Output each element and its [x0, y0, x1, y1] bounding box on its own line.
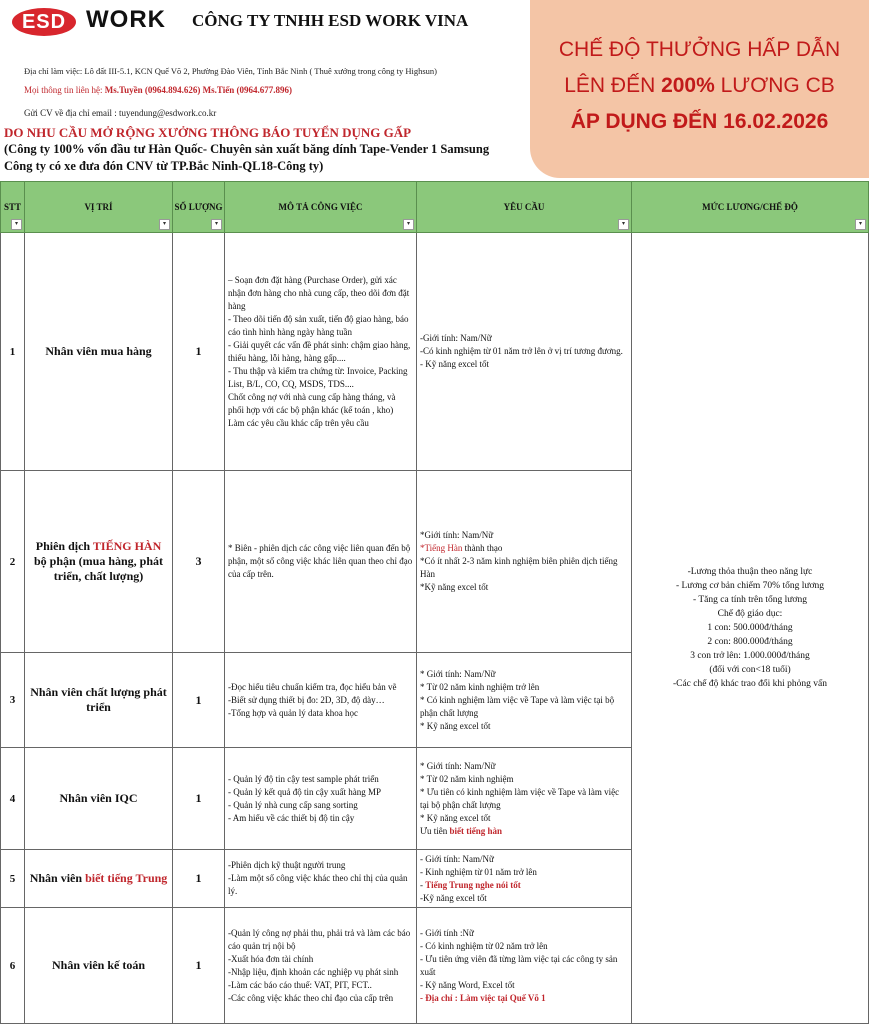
requirement-highlight: biết tiếng hàn: [449, 825, 502, 836]
filter-dropdown-icon[interactable]: ▾: [618, 219, 629, 230]
salary-text: -Lương thỏa thuận theo năng lực - Lương cơ bản chiếm 70% tổng lương - Tăng ca tính trên tổng lương Chế độ giáo dục: 1 con: 500.000đ/tháng 2 con: 800.000đ/tháng 3 con trở lên: 1.000.000đ/tháng (đối với con<18 tuổi) -Các chế độ khác trao đổi khi phỏng vấn: [672, 567, 828, 689]
table-header: [1, 182, 869, 233]
row-stt: 1: [1, 233, 25, 471]
col-label: SỐ LƯỢNG: [174, 202, 223, 212]
requirement-highlight: Tiếng Trung nghe nói tốt: [425, 879, 521, 890]
col-label: VỊ TRÍ: [84, 202, 113, 212]
filter-dropdown-icon[interactable]: ▾: [159, 219, 170, 230]
subtitle-2: Công ty có xe đưa đón CNV từ TP.Bắc Ninh-QL18-Công ty): [4, 159, 324, 173]
filter-dropdown-icon[interactable]: ▾: [855, 219, 866, 230]
requirements-text: * Giới tính: Nam/Nữ * Từ 02 năm kinh nghiệm trở lên * Có kinh nghiệm làm việc về Tape và làm việc tại bộ phận chất lượng * Kỹ năng excel tốt: [420, 668, 615, 731]
contact-prefix: Mọi thông tin liên hệ:: [24, 85, 105, 95]
row-position: Nhân viên mua hàng: [25, 233, 173, 471]
row-position: [25, 471, 173, 653]
row-stt: 2: [1, 471, 25, 653]
col-label: YÊU CẦU: [503, 202, 545, 212]
requirement-highlight: - Địa chỉ : Làm việc tại Quế Võ 1: [420, 992, 546, 1003]
description-text: - Quản lý độ tin cậy test sample phát triển - Quản lý kết quả độ tin cậy xuất hàng MP - Quản lý nhà cung cấp sang sorting - Am hiểu về các thiết bị độ tin cậy: [228, 773, 381, 823]
position-text: bộ phận (mua hàng, phát triển, chất lượng): [33, 554, 164, 583]
col-label: STT: [3, 202, 21, 212]
position-highlight: TIẾNG HÀN: [92, 539, 162, 553]
contact-names: Ms.Tuyền (0964.894.626) Ms.Tiến (0964.677.896): [104, 85, 293, 95]
row-position: Nhân viên IQC: [25, 748, 173, 850]
col-description[interactable]: [225, 182, 417, 233]
subtitle-1: (Công ty 100% vốn đầu tư Hàn Quốc- Chuyên sản xuất băng dính Tape-Vender 1 Samsung: [4, 142, 490, 156]
position-text: Phiên dịch: [35, 539, 93, 553]
row-stt: 4: [1, 748, 25, 850]
requirement-line: *Có ít nhất 2-3 năm kinh nghiệm biên phiên dịch tiếng Hàn *Kỹ năng excel tốt: [420, 556, 618, 592]
row-quantity: 3: [173, 471, 225, 653]
description-text: – Soạn đơn đặt hàng (Purchase Order), gửi xác nhận đơn hàng cho nhà cung cấp, theo dõi đơn đặt hàng - Theo dõi tiến độ sản xuất, tiến độ giao hàng, báo cáo tình hình hàng ngày hàng tuần - Giải quyết các vấn đề phát sinh: chậm giao hàng, thiếu hàng, lỗi hàng, hàng gấp.... - Thu thập và kiểm tra chứng từ: Invoice, Packing List, B/L, CO, CQ, MSDS, TDS.... Chốt công nợ với nhà cung cấp hàng tháng, và phối hợp với các bộ phận khác (kế toán , kho) Làm các yêu cầu khác cấp trên yêu cầu: [228, 274, 411, 428]
row-requirements: [417, 471, 632, 653]
promo-line-2c: LƯƠNG CB: [714, 74, 835, 97]
filter-dropdown-icon[interactable]: ▾: [11, 219, 22, 230]
col-stt[interactable]: [1, 182, 25, 233]
row-description: [225, 908, 417, 1024]
row-quantity: 1: [173, 908, 225, 1024]
promo-line-2b: 200%: [661, 74, 715, 97]
promo-banner: [530, 0, 869, 178]
promo-line-2a: LÊN ĐẾN: [564, 74, 662, 97]
requirement-line: thành thạo: [462, 543, 503, 553]
description-text: -Đọc hiểu tiêu chuẩn kiểm tra, đọc hiểu bản vẽ -Biết sử dụng thiết bị đo: 2D, 3D, độ dày… -Tổng hợp và quản lý data khoa học: [228, 681, 397, 718]
logo: ESD: [12, 8, 76, 36]
filter-dropdown-icon[interactable]: ▾: [211, 219, 222, 230]
address: Địa chỉ làm việc: Lô đất III-5.1, KCN Quế Võ 2, Phường Đào Viên, Tỉnh Bắc Ninh ( Thuê xưởng trong công ty Highsun): [24, 66, 437, 76]
promo-line-1: CHẾ ĐỘ THƯỞNG HẤP DẪN: [558, 38, 841, 61]
requirements-text: -Giới tính: Nam/Nữ -Có kinh nghiệm từ 01 năm trở lên ở vị trí tương đương. - Kỹ năng excel tốt: [420, 333, 623, 369]
job-table: [0, 181, 869, 1024]
row-requirements: [417, 908, 632, 1024]
row-description: * Biên - phiên dịch các công việc liên quan đến bộ phận, một số công việc khác liên quan theo chỉ đạo của cấp trên.: [225, 471, 417, 653]
row-requirements: [417, 850, 632, 908]
col-position[interactable]: [25, 182, 173, 233]
email: Gửi CV về địa chỉ email : tuyendung@esdwork.co.kr: [24, 108, 217, 118]
row-position: Nhân viên chất lượng phát triển: [25, 653, 173, 748]
table-row: [1, 233, 869, 471]
requirement-line: -: [420, 879, 426, 890]
requirement-line: Ưu tiên: [420, 825, 450, 836]
salary-cell: [632, 233, 869, 1024]
row-requirements: [417, 748, 632, 850]
row-stt: 6: [1, 908, 25, 1024]
requirement-line: *Giới tính: Nam/Nữ: [420, 530, 494, 540]
filter-dropdown-icon[interactable]: ▾: [403, 219, 414, 230]
company-name: CÔNG TY TNHH ESD WORK VINA: [192, 11, 469, 30]
row-description: [225, 850, 417, 908]
requirement-line: - Giới tính: Nam/Nữ - Kinh nghiệm từ 01 năm trở lên: [420, 853, 537, 877]
position-highlight: biết tiếng Trung: [85, 871, 168, 885]
contact: [24, 85, 292, 95]
row-description: [225, 748, 417, 850]
promo-line-3: ÁP DỤNG ĐẾN 16.02.2026: [570, 110, 829, 133]
col-quantity[interactable]: [173, 182, 225, 233]
row-quantity: 1: [173, 653, 225, 748]
requirements-text: - Giới tính :Nữ - Có kinh nghiệm từ 02 năm trở lên - Ưu tiên ứng viên đã từng làm việc tại các công ty sản xuất - Kỹ năng Word, Excel tốt: [420, 927, 618, 990]
description-text: -Phiên dịch kỹ thuật người trung -Làm một số công việc khác theo chỉ thị của quản lý.: [228, 860, 408, 896]
row-description: [225, 653, 417, 748]
row-position: Nhân viên kế toán: [25, 908, 173, 1024]
brand-name: WORK: [86, 6, 166, 33]
row-description: [225, 233, 417, 471]
row-requirements: [417, 653, 632, 748]
requirement-highlight: *Tiếng Hàn: [420, 543, 463, 553]
col-requirements[interactable]: [417, 182, 632, 233]
col-salary[interactable]: [632, 182, 869, 233]
position-text: Nhân viên: [29, 871, 86, 885]
col-label: MỨC LƯƠNG/CHẾ ĐỘ: [702, 202, 798, 212]
row-quantity: 1: [173, 850, 225, 908]
row-requirements: [417, 233, 632, 471]
requirements-text: * Giới tính: Nam/Nữ * Từ 02 năm kinh nghiệm * Ưu tiên có kinh nghiệm làm việc về Tape và làm việc tại bộ phận chất lượng * Kỹ năng excel tốt: [420, 760, 620, 823]
headline: DO NHU CẦU MỞ RỘNG XƯỞNG THÔNG BÁO TUYỂN DỤNG GẤP: [4, 125, 412, 140]
promo-line-2: [530, 74, 869, 98]
col-label: MÔ TẢ CÔNG VIỆC: [278, 202, 363, 212]
row-position: [25, 850, 173, 908]
row-quantity: 1: [173, 748, 225, 850]
row-stt: 3: [1, 653, 25, 748]
description-text: -Quản lý công nợ phải thu, phải trả và làm các báo cáo quản trị nội bộ -Xuất hóa đơn tài chính -Nhập liệu, định khoản các nghiệp vụ phát sinh -Làm các báo cáo thuế: VAT, PIT, FCT.. -Các công việc khác theo chỉ đạo của cấp trên: [228, 927, 411, 1003]
row-stt: 5: [1, 850, 25, 908]
requirement-line: -Kỹ năng excel tốt: [420, 892, 487, 903]
row-quantity: 1: [173, 233, 225, 471]
